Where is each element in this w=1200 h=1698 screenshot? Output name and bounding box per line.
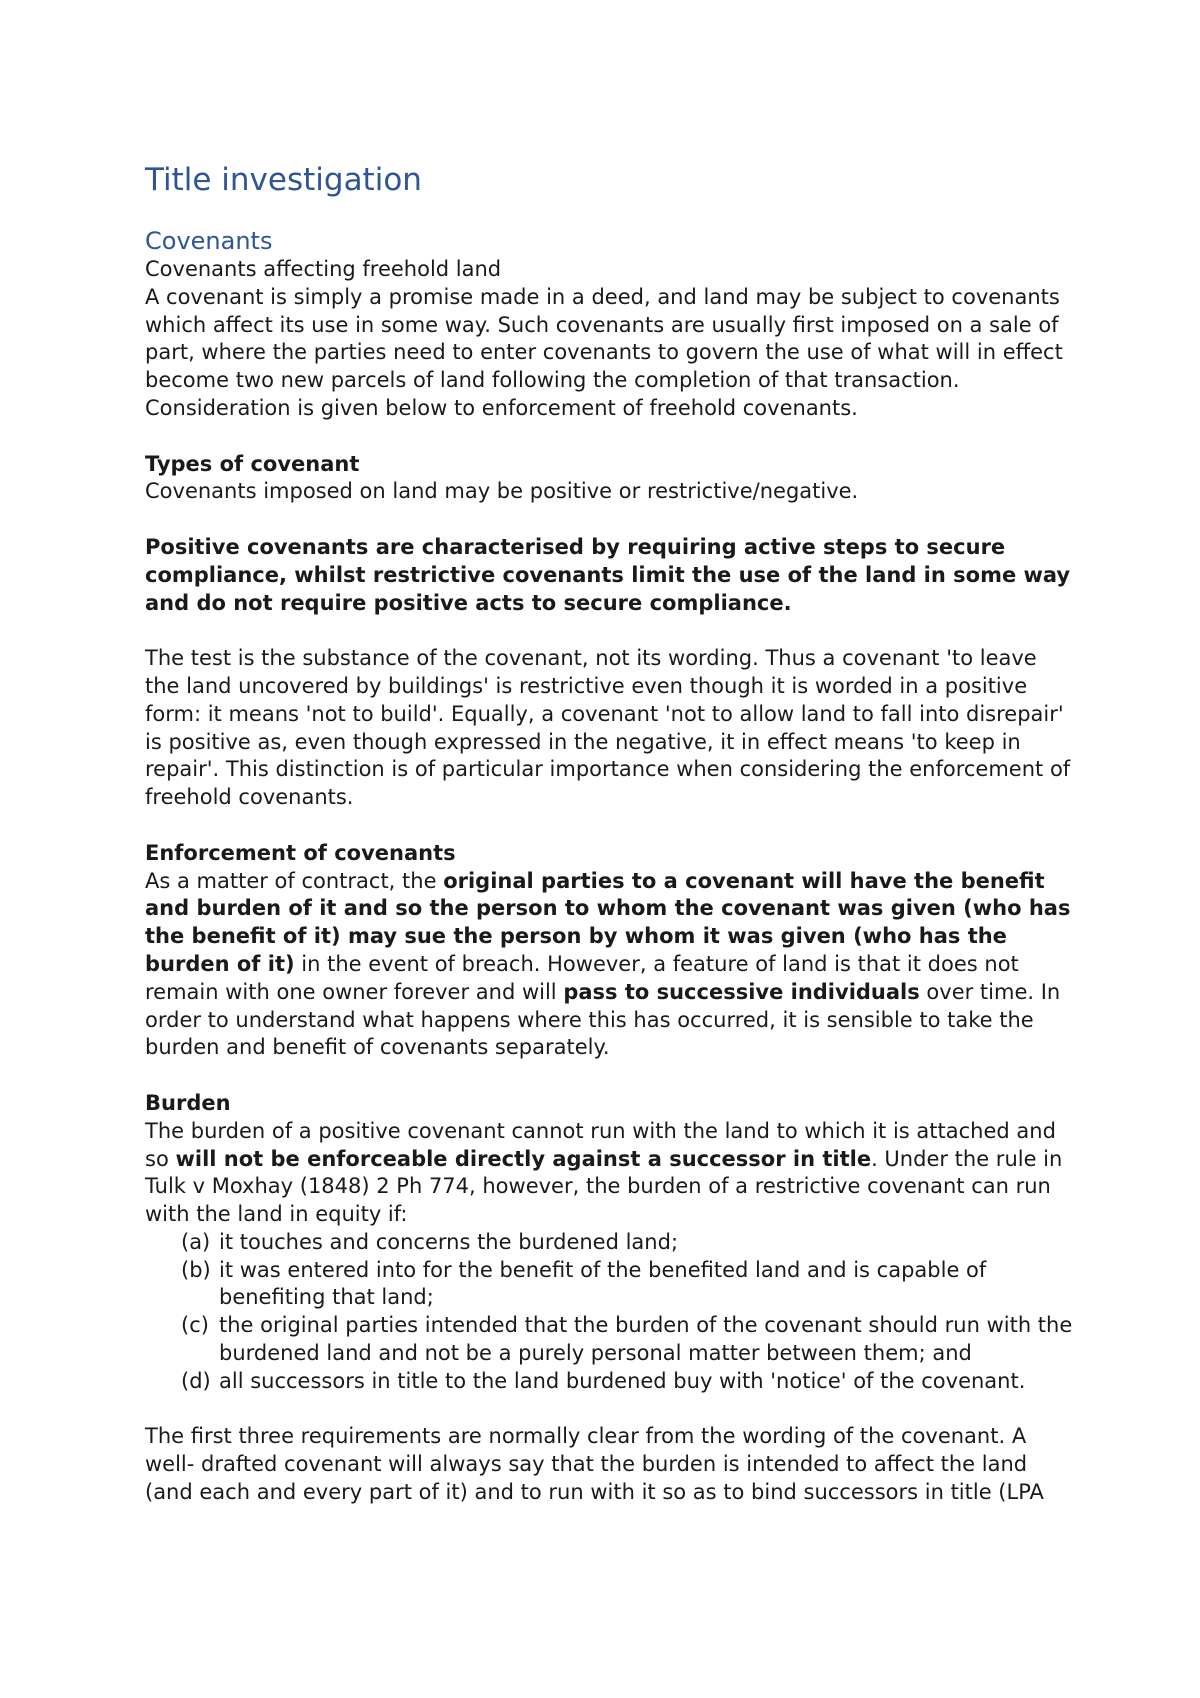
burden-heading: Burden — [145, 1090, 231, 1115]
types-bold-paragraph: Positive covenants are characterised by requiring active steps to secure compliance, whilst restrictive covenants limit the use of the land in some way and do not require positive acts to secure compliance. — [145, 534, 1071, 615]
list-item: (b) it was entered into for the benefit of the benefited land and is capable of benefiting that land; — [181, 1257, 987, 1310]
enforcement-heading: Enforcement of covenants — [145, 840, 456, 865]
document-title: Title investigation — [145, 162, 422, 198]
intro-consideration: Consideration is given below to enforcement of freehold covenants. — [145, 395, 858, 420]
list-item: (d) all successors in title to the land burdened buy with 'notice' of the covenant. — [181, 1368, 1026, 1393]
closing-paragraph: The first three requirements are normally clear from the wording of the covenant. A well- drafted covenant will always say that the burden is intended to affect the land (and each and every part of it) and to run with it so as to bind successors in title (LPA — [145, 1424, 1044, 1505]
document-page — [145, 160, 1075, 1507]
list-item: (c) the original parties intended that the burden of the covenant should run with the burdened land and not be a purely personal matter between them; and — [181, 1313, 1073, 1366]
burden-paragraph: The burden of a positive covenant cannot run with the land to which it is attached and so will not be enforceable directly against a successor in title. Under the rule in Tulk v Moxhay (1848) 2 Ph 774, however, the burden of a restrictive covenant can run with the land in equity if: — [145, 1118, 1063, 1227]
types-heading: Types of covenant — [145, 451, 360, 476]
test-paragraph: The test is the substance of the covenant, not its wording. Thus a covenant 'to leave the land uncovered by buildings' is restrictive even though it is worded in a positive form: it means 'not to build'. Equally, a covenant 'not to allow land to fall into disrepair' is positive as, even though expressed in the negative, it in effect means 'to keep in repair'. This distinction is of particular importance when considering the enforcement of freehold covenants. — [145, 646, 1071, 810]
enforcement-paragraph: As a matter of contract, the original parties to a covenant will have the benefit and burden of it and so the person to whom the covenant was given (who has the benefit of it) may sue the person by whom it was given (who has the burden of it) in the event of breach. However, a feature of land is that it does not remain with one owner forever and will pass to successive individuals over time. In order to understand what happens where this has occurred, it is sensible to take the burden and benefit of covenants separately. — [145, 868, 1071, 1060]
types-text: Covenants imposed on land may be positive or restrictive/negative. — [145, 479, 859, 504]
list-item: (a) it touches and concerns the burdened land; — [181, 1229, 679, 1254]
section-heading-covenants: Covenants — [145, 227, 273, 255]
intro-paragraph: A covenant is simply a promise made in a deed, and land may be subject to covenants which affect its use in some way. Such covenants are usually first imposed on a sale of part, where the parties need to enter covenants to govern the use of what will in effect become two new parcels of land following the completion of that transaction. — [145, 284, 1063, 393]
subheading-freehold: Covenants affecting freehold land — [145, 257, 502, 281]
requirements-list — [145, 1229, 1075, 1396]
